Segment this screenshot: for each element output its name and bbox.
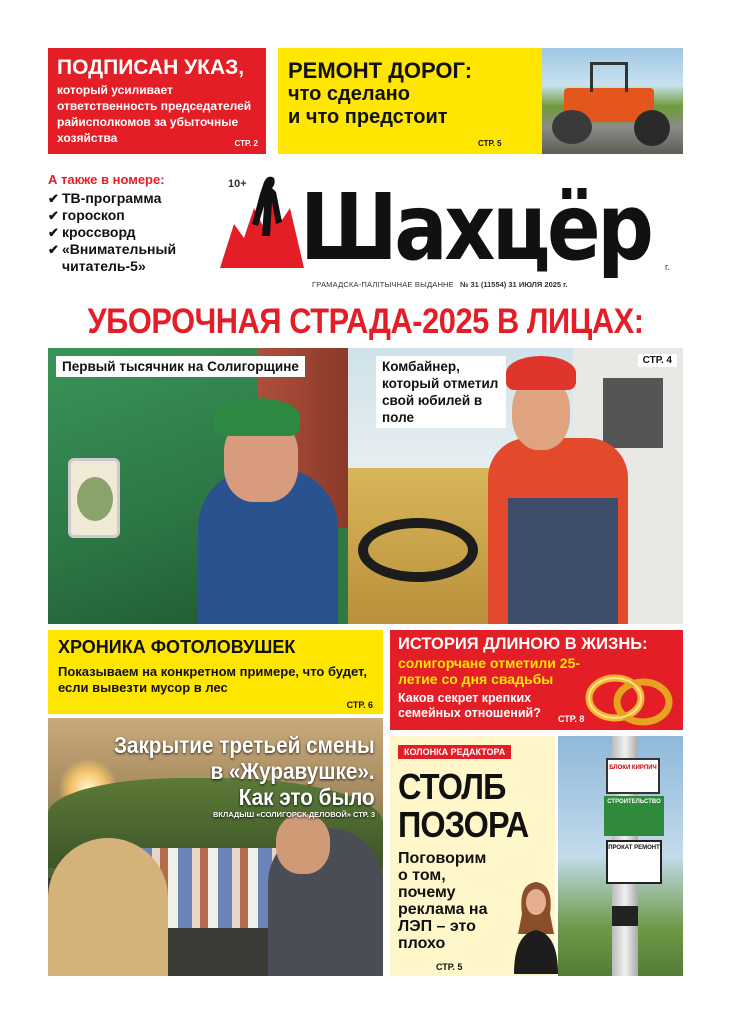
cab-window xyxy=(603,378,663,448)
history-text: Каков секрет крепких семейных отношений? xyxy=(398,691,541,720)
check-icon: ✔ xyxy=(48,191,59,206)
also-list xyxy=(48,190,208,275)
right-photo-page: СТР. 4 xyxy=(638,354,677,367)
roads-headline: РЕМОНТ ДОРОГ: xyxy=(288,58,473,83)
decree-teaser[interactable] xyxy=(48,48,266,154)
operator-overall xyxy=(508,498,618,624)
newspaper-title: Шахцёр xyxy=(300,174,651,281)
wedding-anniversary-teaser[interactable] xyxy=(390,630,683,730)
operator-cap xyxy=(506,356,576,390)
pole-sign-1: БЛОКИ КИРПИЧ xyxy=(606,758,660,794)
editorial-text: Поговорим о том, почему реклама на ЛЭП – это плохо xyxy=(398,850,488,952)
camp-photo[interactable] xyxy=(48,718,383,976)
camp-title: Закрытие третьей смены в «Журавушке». Как это было xyxy=(114,732,375,810)
editorial-page: СТР. 5 xyxy=(436,962,463,972)
trap-page: СТР. 6 xyxy=(346,700,373,710)
decree-text: который усиливает ответственность председателей райисполкомов за убыточные хозяйства xyxy=(57,83,252,145)
editorial-tag: КОЛОНКА РЕДАКТОРА xyxy=(398,745,511,759)
left-photo-caption: Первый тысячник на Солигорщине xyxy=(56,356,305,377)
masthead-subtitle: ГРАМАДСКА-ПАЛІТЫЧНАЕ ВЫДАННЕ xyxy=(312,280,454,289)
badge-emblem xyxy=(77,477,113,521)
history-subtitle: солигорчане отметили 25-летие со дня свадьбы xyxy=(398,655,581,687)
billboard-pole-photo[interactable] xyxy=(558,736,683,976)
roads-teaser[interactable] xyxy=(278,48,683,154)
right-photo-caption: Комбайнер, который отметил свой юбилей в поле xyxy=(376,356,506,428)
driver-cap xyxy=(214,398,300,436)
roller-drum xyxy=(552,110,592,144)
pole-sign-2: СТРОИТЕЛЬСТВО xyxy=(604,796,664,836)
roads-text-line2: и что предстоит xyxy=(288,106,448,128)
girl-foreground xyxy=(48,838,168,976)
pole-sign-3: ПРОКАТ РЕМОНТ xyxy=(606,840,662,884)
decree-headline: ПОДПИСАН УКАЗ, xyxy=(57,56,245,79)
also-item[interactable]: ✔ кроссворд xyxy=(48,224,136,240)
decree-page: СТР. 2 xyxy=(234,139,258,148)
camp-subtitle: ВКЛАДЫШ «СОЛИГОРСК ДЕЛОВОЙ» СТР. 3 xyxy=(212,810,375,819)
year-suffix: г. xyxy=(665,262,670,272)
roller-cab xyxy=(590,62,628,92)
also-item[interactable]: ✔ «Внимательный читатель-5» xyxy=(48,241,177,274)
check-icon: ✔ xyxy=(48,242,59,257)
roads-text-line1: что сделано xyxy=(288,83,410,105)
history-headline: ИСТОРИЯ ДЛИНОЮ В ЖИЗНЬ: xyxy=(398,635,648,653)
tractor-driver-photo[interactable] xyxy=(48,348,348,624)
also-item[interactable]: ✔ гороскоп xyxy=(48,207,125,223)
wedding-rings-icon xyxy=(581,666,677,726)
steering-wheel-icon xyxy=(358,518,478,582)
roads-page: СТР. 5 xyxy=(478,139,502,148)
also-heading: А также в номере: xyxy=(48,172,165,187)
check-icon: ✔ xyxy=(48,225,59,240)
main-headline[interactable]: УБОРОЧНАЯ СТРАДА-2025 В ЛИЦАХ: xyxy=(87,302,644,341)
age-rating: 10+ xyxy=(228,178,247,190)
check-icon: ✔ xyxy=(48,208,59,223)
thousand-badge xyxy=(68,458,120,538)
man-head xyxy=(276,814,330,874)
trap-text: Показываем на конкретном примере, что будет, если вывезти мусор в лес xyxy=(58,664,368,695)
road-roller-photo xyxy=(542,48,683,154)
photo-trap-teaser[interactable] xyxy=(48,630,383,714)
editorial-headline: СТОЛБ ПОЗОРА xyxy=(398,766,529,845)
also-item[interactable]: ✔ ТВ-программа xyxy=(48,190,162,206)
trap-headline: ХРОНИКА ФОТОЛОВУШЕК xyxy=(58,637,296,657)
issue-info: № 31 (11554) 31 ИЮЛЯ 2025 г. xyxy=(460,280,568,289)
editorial-column[interactable] xyxy=(390,736,555,976)
also-in-issue xyxy=(48,172,208,275)
roller-wheel xyxy=(634,110,670,146)
history-page: СТР. 8 xyxy=(558,714,585,724)
combine-operator-photo[interactable] xyxy=(348,348,683,624)
editor-portrait xyxy=(508,874,564,974)
pole-stripe xyxy=(612,906,638,926)
